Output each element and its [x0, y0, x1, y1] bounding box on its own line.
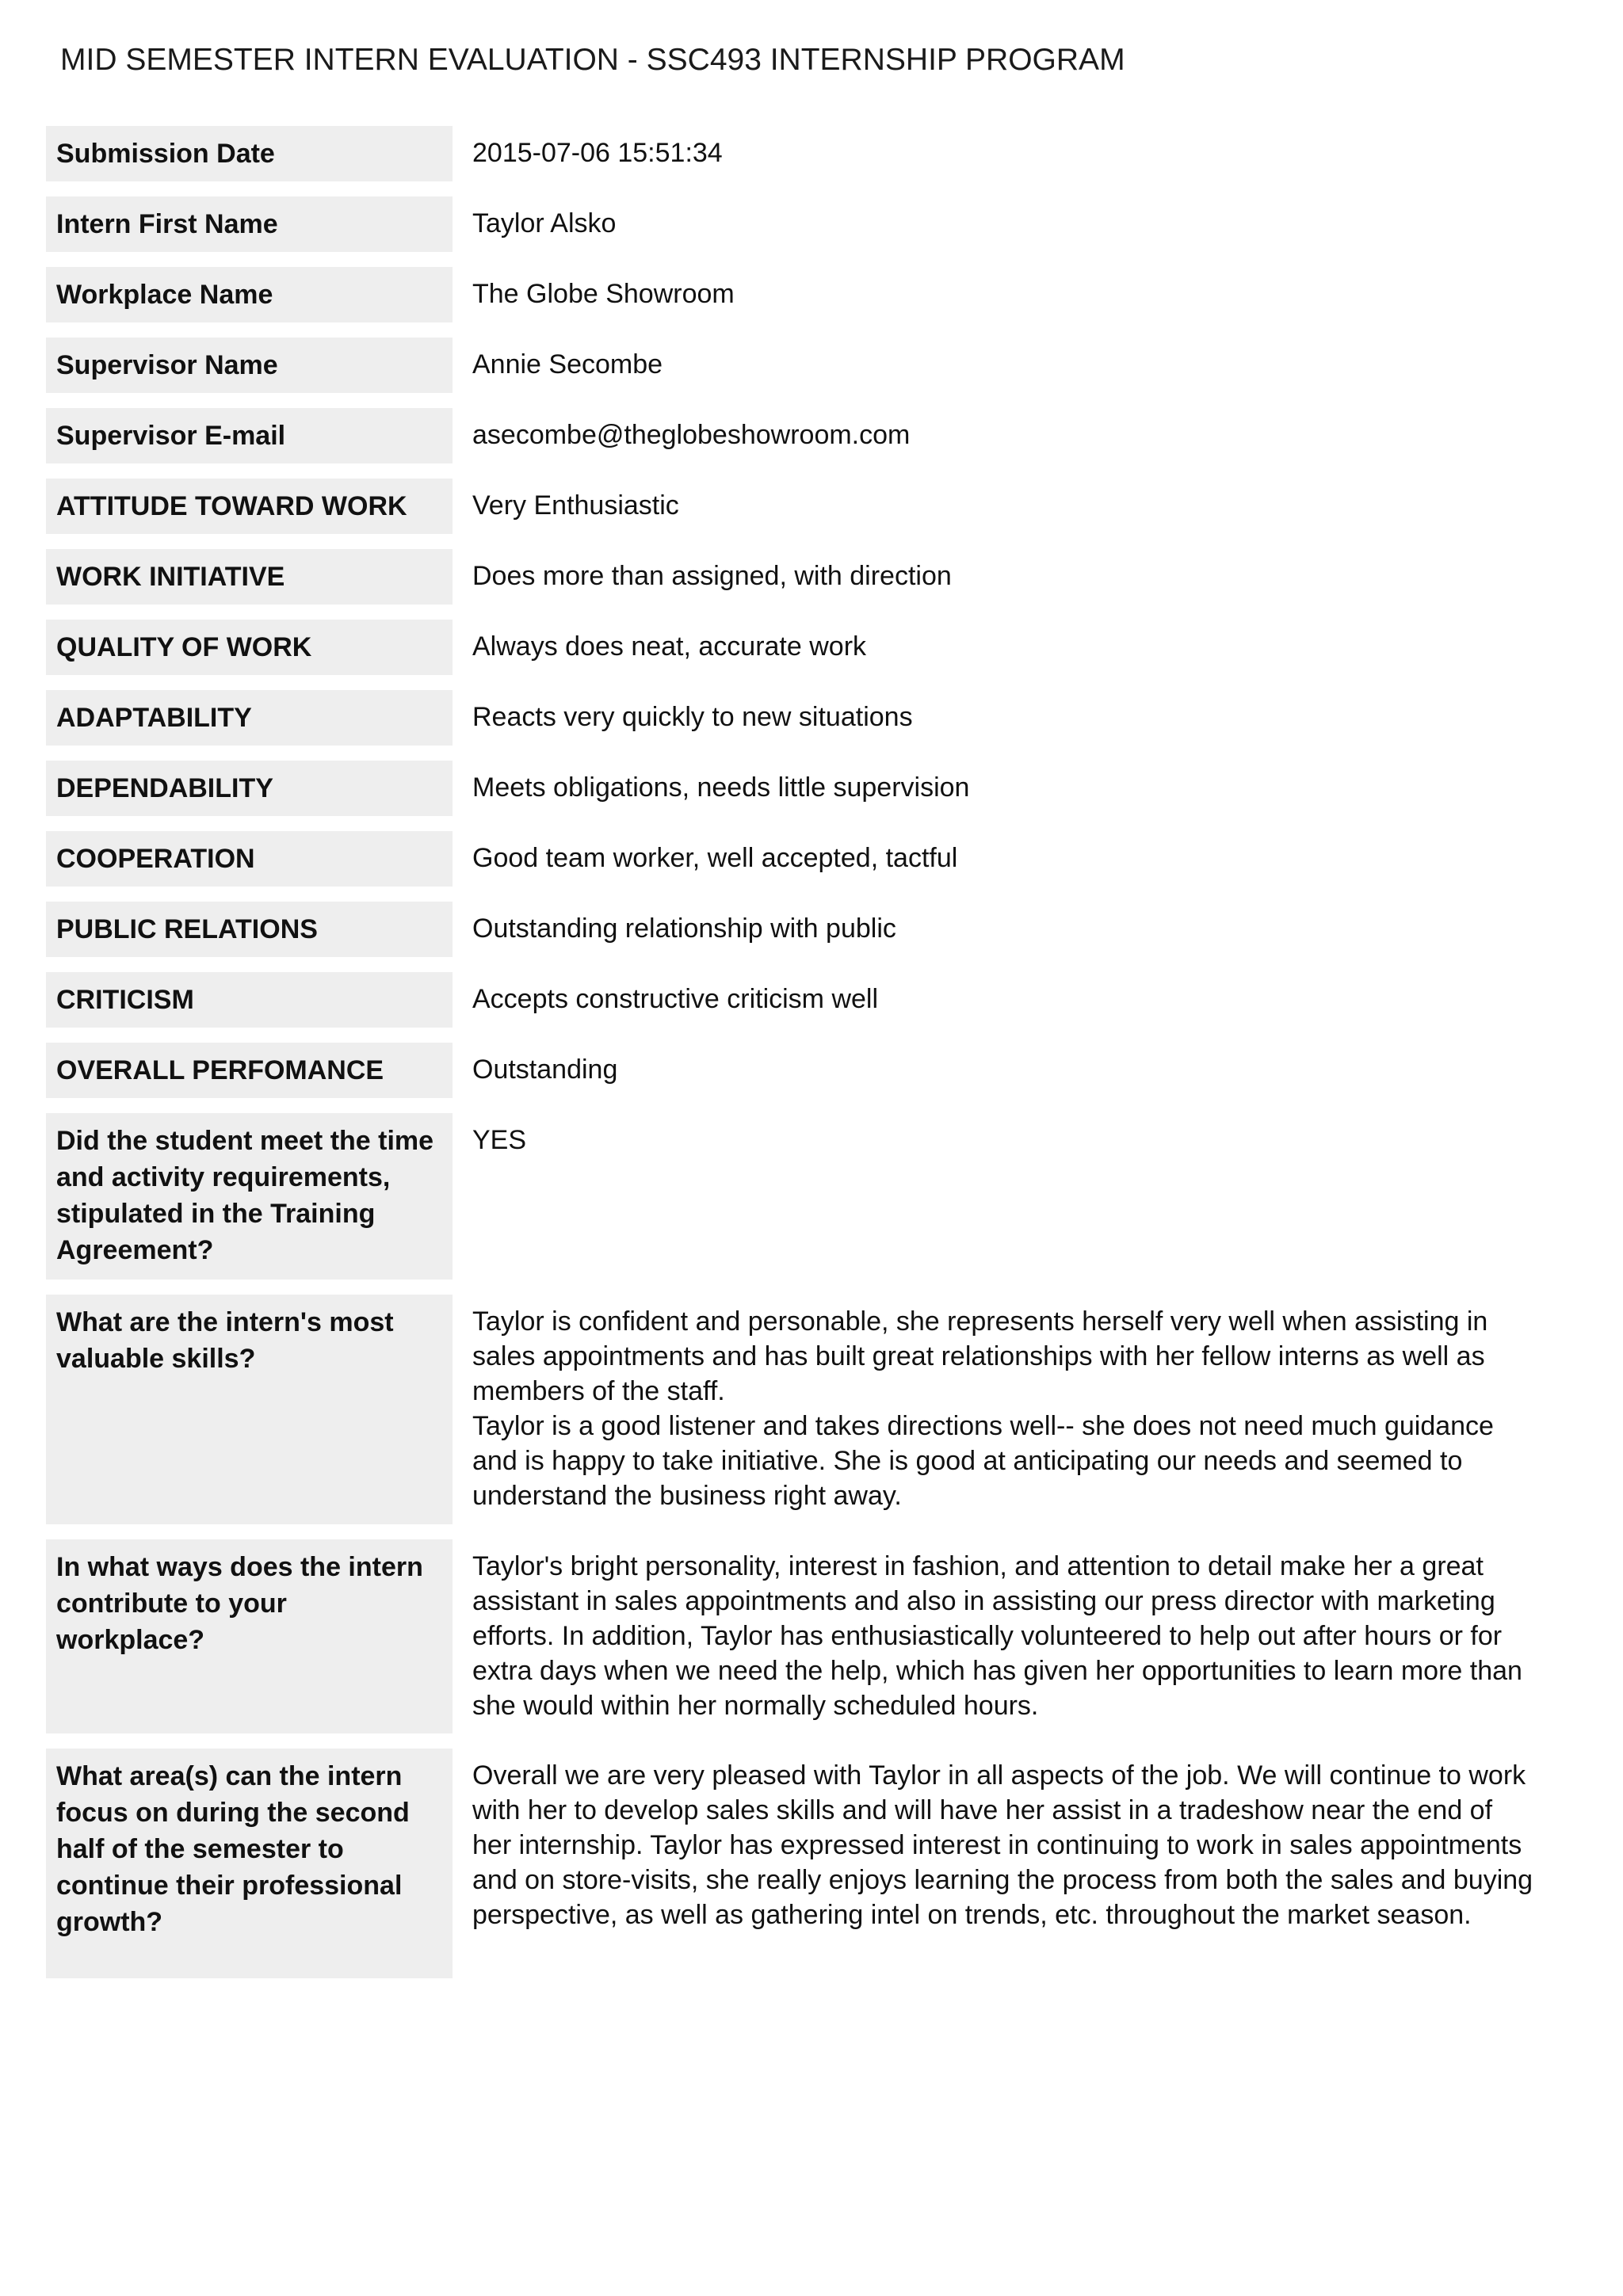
field-value: Taylor Alsko	[472, 208, 617, 238]
field-label: In what ways does the intern contribute to your workplace?	[46, 1539, 453, 1733]
field-value: Very Enthusiastic	[472, 490, 679, 521]
field-label: What are the intern's most valuable skills?	[46, 1295, 453, 1524]
field-label: Submission Date	[46, 126, 453, 181]
field-label: Supervisor Name	[46, 338, 453, 393]
field-value: Taylor's bright personality, interest in fashion, and attention to detail make her a great assistant in sales appointments and also in assisting our press director with marketing efforts. In addition, Taylor has enthusiastically volunteered to help out after hours or for extra days when we need the help, which has given her opportunities to learn more than she would within her normally scheduled hours.	[472, 1551, 1522, 1721]
field-value: Annie Secombe	[472, 349, 663, 379]
field-label: Intern First Name	[46, 196, 453, 252]
field-label: Workplace Name	[46, 267, 453, 322]
field-row-focus-areas	[46, 1749, 1552, 1978]
field-value	[453, 1295, 1552, 1524]
field-row-overall-performance	[46, 1043, 1552, 1098]
field-row-public-relations	[46, 902, 1552, 957]
skills-paragraph-1: Taylor is confident and personable, she represents herself very well when assisting in sales appointments and has built great relationships with her fellow interns as well as members of the staff.	[472, 1306, 1488, 1406]
field-value: Accepts constructive criticism well	[472, 984, 879, 1014]
field-row-valuable-skills	[46, 1295, 1552, 1524]
field-row-dependability	[46, 761, 1552, 816]
field-label: ATTITUDE TOWARD WORK	[46, 479, 453, 534]
field-value: Meets obligations, needs little supervision	[472, 772, 970, 803]
field-label: QUALITY OF WORK	[46, 620, 453, 675]
field-row-time-activity-requirements	[46, 1113, 1552, 1280]
field-row-workplace-contribution	[46, 1539, 1552, 1733]
field-label: CRITICISM	[46, 972, 453, 1028]
document-title: MID SEMESTER INTERN EVALUATION - SSC493 INTERNSHIP PROGRAM	[60, 43, 1125, 77]
field-row-supervisor-name	[46, 338, 1552, 393]
field-value: Always does neat, accurate work	[472, 631, 867, 662]
skills-paragraph-2: Taylor is a good listener and takes directions well-- she does not need much guidance and is happy to take initiative. She is good at anticipating our needs and seemed to understand the business right away.	[472, 1411, 1494, 1511]
field-row-cooperation	[46, 831, 1552, 887]
field-label: Did the student meet the time and activity requirements, stipulated in the Training Agreement?	[46, 1113, 453, 1280]
field-label: PUBLIC RELATIONS	[46, 902, 453, 957]
field-value: Good team worker, well accepted, tactful	[472, 843, 958, 873]
field-row-quality-of-work	[46, 620, 1552, 675]
field-label: OVERALL PERFOMANCE	[46, 1043, 453, 1098]
field-value: 2015-07-06 15:51:34	[472, 138, 723, 168]
field-row-supervisor-email	[46, 408, 1552, 463]
field-row-work-initiative	[46, 549, 1552, 605]
field-value: Overall we are very pleased with Taylor in all aspects of the job. We will continue to work with her to develop sales skills and will have her assist in a tradeshow near the end of her internship. Taylor has expressed interest in continuing to work in sales appointments and on store-visits, she really enjoys learning the process from both the sales and buying perspective, as well as gathering intel on trends, etc. throughout the market season.	[472, 1760, 1533, 1930]
field-row-workplace-name	[46, 267, 1552, 322]
field-value: Outstanding relationship with public	[472, 913, 896, 944]
field-value: Reacts very quickly to new situations	[472, 702, 913, 732]
field-label: What area(s) can the intern focus on during the second half of the semester to continue their professional growth?	[46, 1749, 453, 1978]
field-label: DEPENDABILITY	[46, 761, 453, 816]
field-row-submission-date	[46, 126, 1552, 181]
field-row-criticism	[46, 972, 1552, 1028]
field-label: Supervisor E-mail	[46, 408, 453, 463]
field-row-intern-first-name	[46, 196, 1552, 252]
field-value: YES	[472, 1125, 527, 1155]
field-value: Does more than assigned, with direction	[472, 561, 952, 591]
field-label: COOPERATION	[46, 831, 453, 887]
field-row-adaptability	[46, 690, 1552, 746]
field-label: WORK INITIATIVE	[46, 549, 453, 605]
field-row-attitude-toward-work	[46, 479, 1552, 534]
field-value: The Globe Showroom	[472, 279, 735, 309]
field-label: ADAPTABILITY	[46, 690, 453, 746]
field-value: Outstanding	[472, 1055, 618, 1085]
field-value: asecombe@theglobeshowroom.com	[472, 420, 911, 450]
evaluation-table	[46, 126, 1552, 1993]
